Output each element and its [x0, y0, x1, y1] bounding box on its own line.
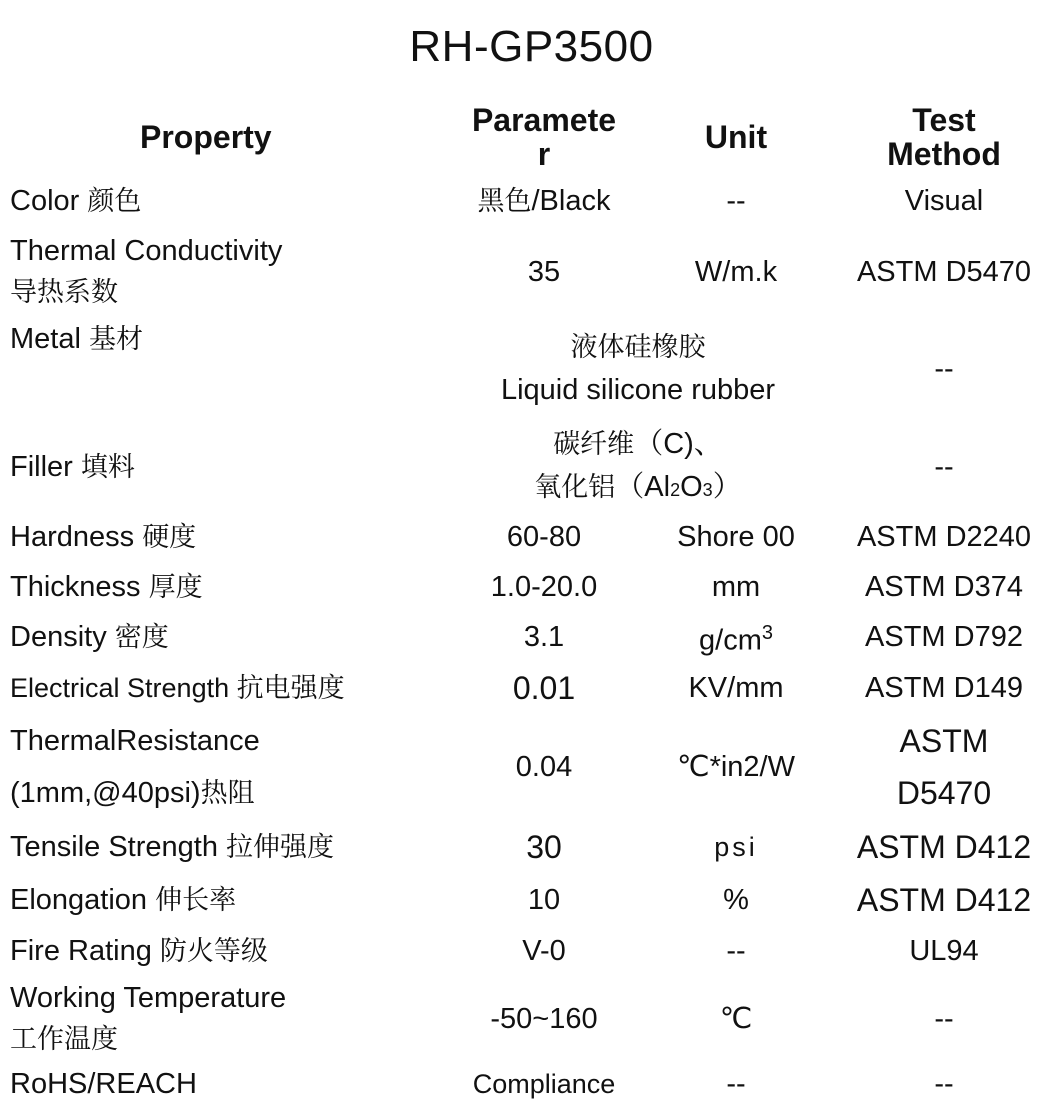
property-zh: 密度	[114, 621, 169, 653]
property-zh: 填料	[80, 451, 135, 483]
header-test-line2: Method	[887, 136, 1001, 172]
unit-text: g/cm	[699, 624, 762, 657]
property-cell	[6, 820, 446, 874]
parameter-cell: 0.01	[512, 670, 576, 706]
table-row	[6, 1062, 1058, 1106]
property-zh: 导热系数	[10, 277, 118, 308]
unit-cell: mm	[711, 571, 761, 603]
parameter-cell	[446, 174, 642, 228]
table-row	[6, 512, 1058, 562]
parameter-zh: 液体硅橡胶	[570, 332, 706, 363]
property-zh: 伸长率	[155, 884, 237, 916]
header-test-line1: Test	[912, 102, 976, 138]
method-line2: D5470	[896, 775, 992, 811]
property-zh: 防火等级	[159, 935, 268, 967]
property-en: Electrical Strength	[10, 672, 230, 703]
property-en: Filler	[10, 450, 73, 483]
property-cell	[6, 976, 446, 1062]
method-cell: ASTM D412	[856, 882, 1032, 918]
method-cell: ASTM D412	[856, 829, 1032, 865]
parameter-en: /Black	[531, 184, 611, 217]
property-cell	[6, 612, 446, 662]
header-parameter	[446, 100, 642, 174]
formula-subscript: 2	[670, 480, 681, 500]
property-cell	[6, 512, 446, 562]
unit-cell: W/m.k	[694, 256, 778, 288]
formula-part: （Al	[615, 471, 671, 503]
formula-subscript: 3	[702, 480, 713, 500]
property-en: Thickness	[10, 570, 141, 603]
unit-cell: psi	[714, 832, 758, 862]
parameter-cell: 3.1	[523, 621, 565, 653]
property-cell	[6, 316, 446, 422]
table-row	[6, 174, 1058, 228]
property-cell	[6, 174, 446, 228]
property-cell	[6, 562, 446, 612]
unit-cell: --	[726, 1068, 746, 1100]
table-row	[6, 714, 1058, 820]
property-zh: 颜色	[87, 185, 142, 217]
unit-cell	[642, 612, 830, 662]
parameter-cell: Compliance	[472, 1069, 616, 1099]
unit-cell: --	[726, 935, 746, 967]
method-line1: ASTM	[899, 723, 989, 759]
parameter-cell: 30	[526, 829, 562, 865]
property-cell	[6, 714, 446, 820]
property-zh: 工作温度	[10, 1024, 118, 1055]
property-en: Thermal Conductivity	[10, 235, 283, 267]
header-unit: Unit	[704, 119, 768, 155]
unit-superscript: 3	[761, 622, 773, 645]
method-cell: UL94	[909, 935, 979, 967]
method-cell: ASTM D5470	[856, 256, 1032, 288]
property-en: Hardness	[10, 520, 135, 553]
parameter-cell: -50~160	[490, 1003, 598, 1035]
parameter-zh: 氧化铝	[534, 472, 616, 503]
property-zh: 基材	[88, 324, 143, 355]
table-row	[6, 662, 1058, 714]
table-row	[6, 562, 1058, 612]
parameter-cell	[446, 422, 830, 512]
unit-cell: ℃*in2/W	[677, 751, 795, 783]
unit-cell: --	[726, 185, 746, 217]
header-property: Property	[140, 119, 272, 155]
parameter-cell: 0.04	[515, 751, 573, 783]
unit-cell: KV/mm	[688, 672, 784, 704]
table-row	[6, 422, 1058, 512]
property-cell	[6, 422, 446, 512]
parameter-line1	[450, 423, 826, 466]
parameter-cell: 60-80	[506, 521, 582, 553]
method-cell: ASTM D792	[865, 621, 1023, 653]
formula-part: ）	[712, 471, 742, 503]
method-cell: ASTM D149	[865, 672, 1023, 704]
property-zh: 抗电强度	[236, 672, 345, 704]
property-zh: 热阻	[200, 777, 255, 809]
method-cell: --	[934, 353, 954, 385]
parameter-cell: V-0	[522, 935, 566, 967]
unit-cell: Shore 00	[677, 521, 795, 553]
table-row	[6, 612, 1058, 662]
parameter-cell	[446, 316, 830, 422]
table-row	[6, 316, 1058, 422]
method-cell	[830, 714, 1058, 820]
header-test-method	[830, 100, 1058, 174]
parameter-line2	[450, 466, 826, 511]
method-cell: Visual	[904, 185, 984, 217]
table-row	[6, 228, 1058, 316]
property-cell	[6, 228, 446, 316]
method-cell: ASTM D2240	[856, 521, 1032, 553]
property-cell	[6, 662, 446, 714]
unit-cell: %	[723, 884, 749, 916]
method-cell: --	[934, 1003, 954, 1035]
formula-part: O	[680, 471, 703, 503]
header-parameter-line1: Paramete	[471, 102, 617, 138]
property-en: Elongation	[10, 883, 148, 916]
property-zh: 拉伸强度	[226, 831, 335, 863]
property-en: Metal	[10, 323, 81, 355]
parameter-en: （C)、	[634, 428, 723, 460]
table-row	[6, 874, 1058, 926]
property-en-condition: (1mm,@40psi)	[10, 776, 201, 809]
parameter-cell: 1.0-20.0	[490, 571, 598, 603]
property-cell	[6, 926, 446, 976]
parameter-zh: 黑色	[477, 185, 532, 217]
spec-table	[6, 100, 1058, 1106]
property-zh: 厚度	[148, 571, 203, 603]
property-en: Color	[10, 184, 80, 217]
parameter-cell: 35	[527, 256, 561, 288]
method-cell: --	[934, 1068, 954, 1100]
table-row	[6, 926, 1058, 976]
parameter-en: Liquid silicone rubber	[500, 374, 776, 406]
header-row	[6, 100, 1058, 174]
table-row	[6, 976, 1058, 1062]
parameter-zh: 碳纤维	[553, 429, 635, 460]
header-parameter-line2: r	[537, 136, 551, 172]
unit-cell: ℃	[719, 1003, 753, 1035]
property-en: Fire Rating	[10, 934, 152, 967]
method-cell: ASTM D374	[865, 571, 1023, 603]
parameter-cell: 10	[527, 884, 561, 916]
property-en: Tensile Strength	[10, 830, 218, 863]
property-en: ThermalResistance	[10, 724, 260, 757]
property-cell	[6, 874, 446, 926]
property-cell: RoHS/REACH	[10, 1068, 197, 1100]
property-en: Density	[10, 620, 107, 653]
method-cell: --	[934, 451, 954, 483]
property-en: Working Temperature	[10, 982, 287, 1014]
table-row	[6, 820, 1058, 874]
page-title: RH-GP3500	[409, 22, 654, 71]
property-zh: 硬度	[142, 521, 197, 553]
